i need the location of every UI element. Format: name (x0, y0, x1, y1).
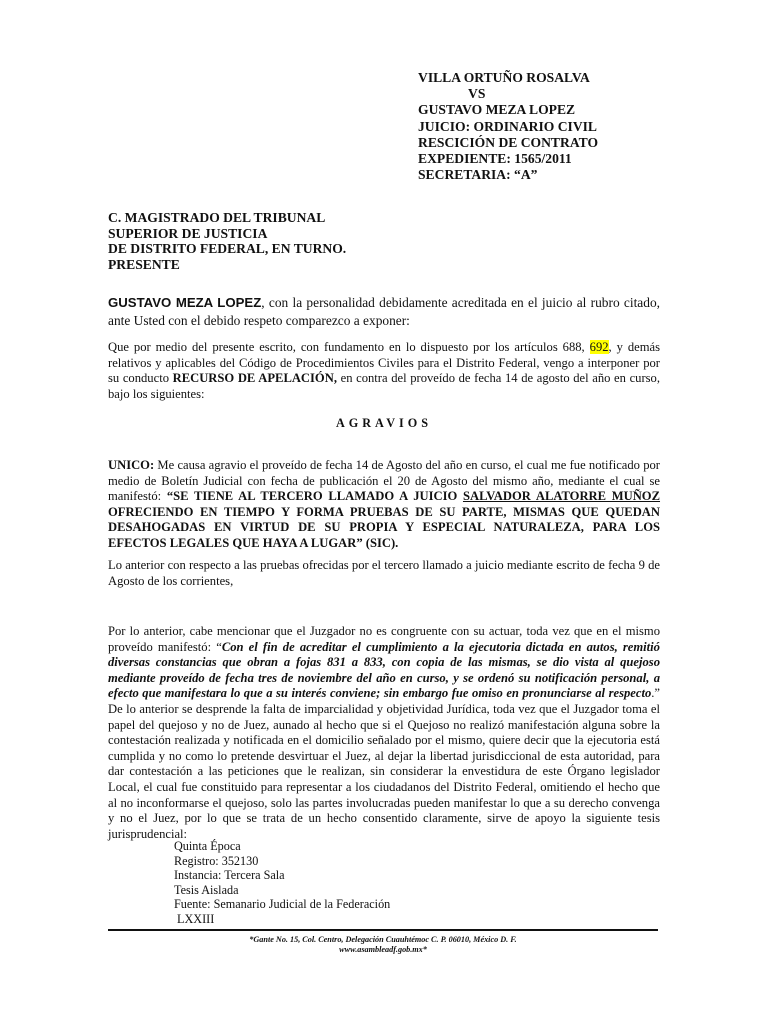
caption-defendant: GUSTAVO MEZA LOPEZ (418, 102, 576, 118)
thesis-registry: Registro: 352130 (174, 853, 259, 868)
unico-quote-b: OFRECIENDO EN TIEMPO Y FORMA PRUEBAS DE SU PARTE, MISMAS QUE QUEDAN DESAHOGADAS EN VIRTUD DE SU PROPIA Y ESPECIAL NATURALEZA, PARA LOS EFECTOS LEGALES QUE HAYA A LUGAR” (SIC). (108, 504, 660, 550)
appeal-type: RECURSO DE APELACIÓN, (172, 371, 337, 386)
argument-text-b: .” De lo anterior se desprende la falta de imparcialidad y objetividad Jurídica, toda vez que el Juzgador toma el papel del quejoso y no de Juez, aunado al hecho que si el Quejoso no realizó manifestación alguna sobre la contestación realizada y notificada en el domicilio señalado por el mismo, quiere decir que la ejecutoria está cumplida y no como lo pretende desvirtuar el Juez, al dejar la libertad jurisdiccional de esta autoridad, para dar contestación a las peticiones que le realizan, sin considerar la envestidura de este Órgano legislador Local, el cual fue constituido para representar a los ciudadanos del Distrito Federal, omitiendo el hecho que al no inconformarse el quejoso, solo las partes involucradas pueden manifestar lo que a su derecho convenga y no el Juez, por lo que se trata de un hecho consentido claramente, sirve de apoyo la siguiente tesis jurisprudencial: (108, 686, 660, 841)
argument-text-a: Por lo anterior, cabe mencionar que el Juzgador no es congruente con su actuar, toda vez que en el mismo proveído manifestó: “ (108, 624, 660, 654)
thesis-source: Fuente: Semanario Judicial de la Federación (174, 897, 391, 912)
unico-paragraph (108, 458, 660, 552)
caption-plaintiff: VILLA ORTUÑO ROSALVA (418, 70, 590, 85)
appeal-text-a: Que por medio del presente escrito, con fundamento en lo dispuesto por los artículos 688, (108, 340, 590, 354)
caption-secretariat: SECRETARIA: “A” (418, 167, 538, 183)
footer-divider (108, 929, 658, 931)
addressee-line: PRESENTE (108, 256, 180, 272)
thesis-instance: Instancia: Tercera Sala (174, 868, 285, 883)
intro-text: , con la personalidad debidamente acreditada en el juicio al rubro citado, ante Usted con el debido respeto comparezco a exponer: (108, 295, 660, 328)
unico-quote-a: “SE TIENE AL TERCERO LLAMADO A JUICIO (166, 489, 463, 504)
thesis-volume: LXXIII (174, 911, 215, 926)
addressee-line: C. MAGISTRADO DEL TRIBUNAL (108, 210, 326, 225)
highlighted-article: 692 (589, 340, 609, 354)
unico-text-a: Me causa agravio el proveído de fecha 14 de Agosto del año en curso, el cual me fue notificado por medio de Boletín Judicial con fecha de publicación el 20 de Agosto del mismo año, mediante el cual se manifestó: (108, 458, 660, 504)
caption-versus: VS (468, 86, 486, 102)
section-heading: AGRAVIOS (335, 416, 433, 430)
appeal-text-b: , y demás relativos y aplicables del Código de Procedimientos Civiles para el Distrito Federal, vengo a interponer por su conducto (108, 340, 660, 386)
quoted-ruling: Con el fin de acreditar el cumplimiento a la ejecutoria dictada en autos, remitió diversas constancias que obran a fojas 831 a 833, con copia de las mismas, se dio vista al quejoso mediante proveído de fecha tres de noviembre del año en curso, y se ordenó su notificación personal, a efecto que manifestara lo que a su interés conviene; sin embargo fue omiso en pronunciarse al respecto (108, 639, 660, 701)
evidence-paragraph: Lo anterior con respecto a las pruebas ofrecidas por el tercero llamado a juicio mediante escrito de fecha 9 de Agosto de los corrientes, (108, 558, 660, 588)
thesis-epoch: Quinta Época (174, 839, 241, 853)
thesis-type: Tesis Aislada (174, 882, 239, 897)
caption-matter: RESCICIÓN DE CONTRATO (418, 134, 599, 150)
intro-paragraph (108, 294, 660, 329)
appeal-paragraph (108, 340, 660, 402)
caption-trial-type: JUICIO: ORDINARIO CIVIL (418, 118, 598, 134)
case-caption (418, 70, 598, 183)
unico-label: UNICO: (108, 458, 155, 472)
appellant-name: GUSTAVO MEZA LOPEZ (108, 295, 262, 310)
footer-website: www.asambleadf.gob.mx* (339, 945, 427, 955)
thesis-citation (174, 839, 390, 927)
argument-paragraph (108, 624, 660, 842)
addressee-line: DE DISTRITO FEDERAL, EN TURNO. (108, 241, 347, 257)
caption-case-number: EXPEDIENTE: 1565/2011 (418, 151, 572, 167)
addressee-line: SUPERIOR DE JUSTICIA (108, 225, 268, 241)
appeal-text-c: en contra del proveído de fecha 14 de agosto del año en curso, bajo los siguientes: (108, 371, 660, 401)
addressee-block (108, 210, 346, 272)
footer-address: *Gante No. 15, Col. Centro, Delegación Cuauhtémoc C. P. 06010, México D. F. (249, 935, 517, 944)
third-party-name: SALVADOR ALATORRE MUÑOZ (462, 489, 661, 504)
page-footer (108, 935, 658, 956)
